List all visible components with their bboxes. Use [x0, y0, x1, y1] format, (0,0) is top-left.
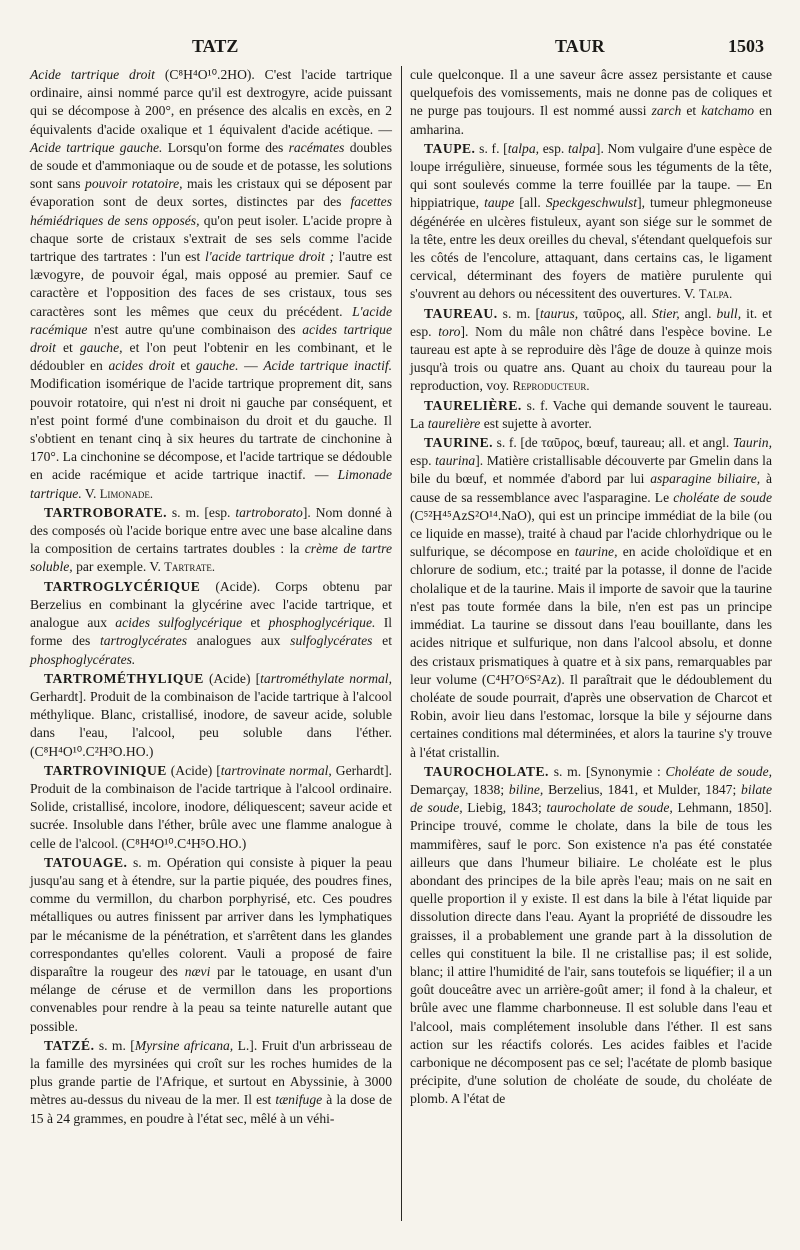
entry-text: ]. Matière cristallisable découverte par Gmelin dans la bile du bœuf, et nommée d'abord par lui: [410, 453, 772, 487]
italic-term: acides sulfoglycérique: [115, 615, 243, 631]
entry-text: (C⁵²H⁴⁵AzS²O¹⁴.NaO), qui est un principe immédiat de la bile (ou ce liquide en masse), traité à chaud par l'acide chlorhydrique ou le sulfurique, se décompose en: [410, 507, 772, 560]
entry-taureliere: [410, 397, 772, 433]
entry-text: V.: [81, 485, 100, 501]
italic-term: Acide tartrique inactif.: [263, 358, 393, 374]
entry-continuation-tatze: [410, 66, 772, 139]
entry-text: L.]. Fruit d'un arbrisseau de la famille des myrsinées qui croît sur les roches humides de la plus grande partie de l'Afrique, et surtout en Abyssinie, à 3000 mètres au-dessus du niveau de la mer. Il est: [30, 1037, 392, 1108]
headword: TATZÉ.: [44, 1037, 95, 1053]
entry-text: doubles de soude et d'ammoniaque ou de soude et de potasse, les solutions sont sans: [30, 139, 392, 192]
entry-tatouage: [30, 854, 392, 1036]
entry-text: et: [55, 340, 80, 356]
entry-text: s. m. Opération qui consiste à piquer la peau jusqu'au sang et à étendre, sur la partie piquée, des poudres fines, comme du vermillon, du charbon porphyrisé, etc. Ces poudres métalliques ou autres finissent par arriver dans les lymphatiques par le mécanisme de la pénétration, et s'arrêtent dans les glandes correspondantes qu'elles colorent. Vauli a proposé de faire disparaître la rougeur des: [30, 854, 392, 979]
italic-term: gauche.: [195, 358, 239, 374]
italic-term: taurelière: [427, 415, 481, 431]
italic-term: taurocholate de soude,: [546, 800, 673, 816]
entry-text: esp.: [410, 453, 436, 469]
entry-text: qu'on peut isoler. L'acide propre à chaque sorte de cristaux s'extrait de ses sels comme l'acide tartrique des tartrates : l'un est: [30, 212, 392, 265]
entry-text: s. m. [: [497, 305, 540, 321]
entry-text: en acide choloïdique et en chlorure de sodium, etc.; traité par la potasse, il donne de l'acide cholalique et de la taurine. Mais il importe de savoir que la taurine n'est pas toute formée dans la bile, n'en est pas un principe immédiat. La taurine se dissout dans l'eau bouillante, dans les acides nitrique et sulfurique, non dans l'alcool absolu, et donne des cristaux prismatiques à quatre et à six pans, remarquables par leur volume (C⁴H⁷O⁶S²Az). Il paraîtrait que le dédoublement du choléate de soude pourrait, d'après une observation de Charcot et Robin, avoir lieu dans l'estomac, lorsque la bile y séjourne dans certaines conditions mal déterminées, et alors la taurine s'y trouve à l'état cristallin.: [410, 544, 772, 760]
italic-term: Taurin,: [732, 435, 772, 451]
italic-term: asparagine biliaire,: [650, 471, 761, 487]
headword: TATOUAGE.: [44, 854, 128, 870]
entry-text: s. m. [Synonymie :: [548, 763, 666, 779]
running-header: [30, 36, 770, 62]
headword: TAURELIÈRE.: [424, 397, 522, 413]
italic-term: bilate de soude,: [410, 781, 772, 816]
entry-text: Modification isomérique de l'acide tartrique proprement dit, sans pouvoir rotatoire, qui n'est ni droit ni gauche par conséquent, et n'est point formé d'une combinaison du droit et du gauche. Il s'obtient en tenant cinq à six heures du tartrate de cinchonine à 170°. La cinchonine se décompose, et l'acide tartrique se dédouble en acide racémique et acide tartrique inactif. —: [30, 376, 392, 483]
entry-text: et: [174, 358, 196, 374]
entry-taurine: [410, 434, 772, 762]
italic-term: sulfoglycérates: [290, 633, 373, 649]
entry-text: , Gerhardt]. Produit de la combinaison de l'acide tartrique à l'alcool ordinaire. Solide, cristallisé, incolore, inodore, déliquescent; saveur acide et sucrée. Insoluble dans l'éther, brûle avec une flamme analogue à celle de l'alcool. (C⁸H⁴O¹⁰.C⁴H⁵O.HO.): [30, 762, 392, 851]
italic-term: zarch: [651, 103, 682, 119]
right-column: [410, 66, 772, 1110]
cross-reference: Reproducteur.: [512, 379, 590, 394]
entry-text: Il forme des: [30, 615, 393, 649]
italic-term: Acide tartrique gauche.: [30, 139, 163, 155]
italic-term: talpa: [567, 140, 596, 156]
headword: TARTROBORATE.: [44, 504, 167, 520]
left-column: [30, 66, 392, 1129]
italic-term: acides tartrique droit: [30, 321, 392, 356]
entry-text: ταῦρος, all.: [578, 305, 653, 321]
italic-term: Myrsine africana,: [134, 1037, 234, 1053]
entry-text: s. f. Vache qui demande souvent le taureau. La: [410, 397, 772, 431]
entry-tatze: [30, 1037, 392, 1128]
entry-text: par exemple. V.: [72, 559, 165, 575]
entry-text: et: [372, 633, 392, 649]
entry-text: est sujette à avorter.: [480, 415, 592, 431]
page-number: 1503: [728, 36, 764, 56]
italic-term: Speckgeschwulst: [545, 195, 638, 211]
italic-term: L'acide racémique: [30, 303, 392, 337]
italic-term: taurina: [435, 453, 476, 469]
italic-term: l'acide tartrique droit ;: [204, 249, 335, 265]
italic-term: pouvoir rotatoire,: [85, 176, 183, 192]
entry-text: et: [681, 103, 702, 119]
headword: TAUROCHOLATE.: [424, 763, 549, 779]
italic-term: facettes hémiédriques de sens opposés,: [30, 194, 392, 228]
entry-tartroglycerique: [30, 578, 392, 669]
entry-text: ]. Nom donné à des composés où l'acide borique entre avec une base alcaline dans la composition de certains tartrates doubles : la: [30, 504, 392, 557]
italic-term: gauche,: [79, 340, 123, 356]
headword: TARTROGLYCÉRIQUE: [44, 578, 201, 594]
entry-text: à cause de sa ressemblance avec l'asparagine. Le: [410, 471, 772, 505]
entry-continuation-acide-tartrique: [30, 66, 392, 503]
entry-text: (Acide) [: [166, 762, 221, 778]
entry-text: angl.: [679, 305, 717, 321]
entry-taurocholate: [410, 763, 772, 1109]
italic-term: taupe: [484, 195, 515, 211]
italic-term: phosphoglycérates.: [30, 651, 136, 667]
italic-term: biline,: [508, 781, 544, 797]
entry-text: Liebig, 1843;: [462, 800, 547, 816]
italic-term: taurus,: [540, 305, 579, 321]
italic-term: taurine,: [574, 544, 618, 560]
italic-term: Choléate de soude,: [665, 763, 772, 779]
entry-text: Demarçay, 1838;: [410, 781, 509, 797]
entry-text: Lorsqu'on forme des: [162, 139, 289, 155]
cross-reference: Limonade.: [99, 486, 154, 501]
italic-term: Acide tartrique droit: [30, 67, 155, 82]
column-divider: [401, 66, 402, 1221]
italic-term: acides droit: [108, 358, 175, 374]
italic-term: tartroglycérates: [99, 633, 188, 649]
entry-text: esp.: [539, 140, 568, 156]
entry-text: , Gerhardt]. Produit de la combinaison de l'acide tartrique à l'alcool méthylique. Blanc, cristallisé, inodore, de saveur acide, soluble dans l'eau, l'alcool, peu soluble dans l'éther. (C⁸H⁴O¹⁰.C²H³O.HO.): [30, 670, 392, 759]
entry-text: ]. Nom du mâle non châtré dans l'espèce bovine. Le taureau est apte à se reproduire dès l'âge de douze à quinze mois jusqu'à trois ou quatre ans. Quant au choix du taureau pour la reproduction, voy.: [410, 323, 773, 394]
right-running-head: TAUR: [555, 36, 605, 56]
entry-tartroborate: [30, 504, 392, 577]
italic-term: tartroborato: [235, 504, 303, 520]
entry-tartrovinique: [30, 762, 392, 853]
headword: TAURINE.: [424, 435, 494, 451]
entry-text: (C⁸H⁴O¹⁰.2HO). C'est l'acide tartrique ordinaire, ainsi nommé parce qu'il est dextrogyre, acide puissant qui se décompose à 200°, en présence des alcalis en excès, en 2 équivalents d'acide oxalique et 1 équivalent d'acide acétique. —: [30, 67, 392, 137]
entry-text: en amharina.: [410, 103, 773, 137]
entry-taupe: [410, 140, 772, 304]
headword: TAUPE.: [424, 140, 476, 156]
italic-term: bull,: [716, 305, 742, 321]
entry-tartromethylique: [30, 670, 392, 761]
entry-text: l'autre est lævogyre, de pouvoir égal, mais opposé au premier. Sauf ce caractère et l'opposition des faces de ses cristaux, tous ses caractères sont les mêmes que ceux du précédent.: [30, 249, 392, 319]
italic-term: toro: [438, 323, 461, 339]
entry-text: Lehmann, 1850]. Principe trouvé, comme le cholate, dans la bile de tous les mammifères, sauf le porc. Son existence n'a pas été constatée ailleurs que dans l'humeur biliaire. Le choléate est le plus abondant des principes de la bile après l'eau; mais on ne sait en quelle proportion il y existe. Il est dans la bile à l'état liquide par dissolution directe dans l'eau. Ayant la propriété de dissoudre les graisses, il a probablement une grande part à la dissolution de celles qui constituent la bile. Il ne cristallise pas; il est solide, blanc; il attire l'humidité de l'air, sans toutefois se liquéfier; il a un goût douceâtre avec un arrière-goût amer; il fond à la chaleur, et brûle avec une flamme charbonneuse. Il est soluble dans l'eau et l'alcool, mais complétement insoluble dans l'éther. Il est sans action sur les réactifs colorés. Les acides faibles et l'acide carbonique ne décomposent pas ce sel; l'acétate de plomb basique précipite, d'une solution de choléate de soude, du choléate de plomb. A l'état de: [410, 800, 772, 1107]
entry-text: (Acide) [: [203, 670, 261, 686]
italic-term: phosphoglycérique.: [268, 615, 376, 631]
italic-term: katchamo: [701, 103, 755, 119]
entry-text: [all.: [514, 195, 546, 211]
entry-text: s. m. [esp.: [166, 504, 236, 520]
entry-text: mais les cristaux qui se déposent par évaporation sont de deux sortes, distinctes par des: [30, 176, 392, 210]
headword: TAUREAU.: [424, 305, 498, 321]
entry-text: ]. Nom vulgaire d'une espèce de loupe irrégulière, sinueuse, formée sous les téguments de la tête, qui sont soulevés comme la terre fouillée par la taupe. — En hippiatrique,: [410, 140, 772, 211]
entry-text: —: [238, 358, 264, 374]
italic-term: choléate de soude: [673, 489, 773, 505]
entry-text: s. m. [: [94, 1037, 135, 1053]
cross-reference: Talpa.: [698, 287, 733, 302]
italic-term: crème de tartre soluble,: [30, 541, 392, 575]
entry-text: et l'on peut l'obtenir en les combinant, et le dédoubler en: [30, 340, 392, 374]
headword: TARTROVINIQUE: [44, 762, 167, 778]
entry-text: à la dose de 15 à 24 grammes, en poudre à l'état sec, mêlé à un véhi-: [30, 1092, 393, 1126]
entry-text: ], tumeur phlegmoneuse dégénérée en ulcères fistuleux, ayant son siége sur le sommet de la tête, entre les deux oreilles du cheval, s'étendant quelquefois sur les côtés de l'encolure, attaquant, dans certains cas, le ligament cervical, déterminant des foyers de matière purulente qui s'ouvrent au dehors ou nécessitent des ouvertures. V.: [410, 195, 772, 302]
entry-text: et: [242, 615, 269, 631]
entry-text: s. f. [de ταῦρος, bœuf, taureau; all. et angl.: [493, 435, 733, 451]
headword: TARTROMÉTHYLIQUE: [44, 670, 204, 686]
entry-taureau: [410, 305, 772, 396]
left-running-head: TATZ: [192, 36, 239, 56]
italic-term: nævi: [184, 963, 211, 979]
entry-text: par le tatouage, en usant d'un mélange de céruse et de vermillon dans les proportions convenables pour rendre à la peau sa teinte naturelle autant que possible.: [30, 963, 393, 1034]
entry-text: Berzelius, 1841, et Mulder, 1847;: [543, 781, 742, 797]
italic-term: tænifuge: [275, 1092, 323, 1108]
entry-text: s. f. [: [475, 140, 508, 156]
entry-text: n'est autre qu'une combinaison des: [87, 321, 303, 337]
entry-text: analogues aux: [187, 633, 291, 649]
italic-term: Limonade tartrique.: [30, 467, 392, 501]
entry-text: (Acide). Corps obtenu par Berzelius en combinant la glycérine avec l'acide tartrique, et analogue aux: [30, 578, 392, 631]
italic-term: talpa,: [507, 140, 540, 156]
italic-term: Stier,: [652, 305, 680, 321]
cross-reference: Tartrate.: [164, 560, 216, 575]
italic-term: tartrométhylate normal: [260, 670, 389, 686]
italic-term: tartrovinate normal: [220, 762, 329, 778]
entry-text: it. et esp.: [410, 305, 772, 339]
italic-term: racémates: [288, 139, 345, 155]
entry-text: cule quelconque. Il a une saveur âcre assez persistante et cause quelquefois des vomissements, mais ne donne pas de coliques et ne purge pas toujours. Il est nommé aussi: [410, 67, 772, 119]
